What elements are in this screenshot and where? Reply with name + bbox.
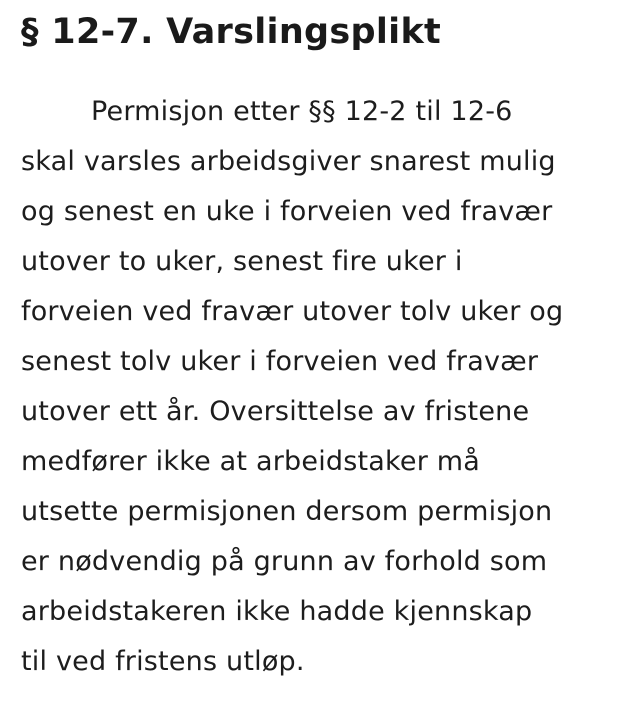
paragraph-line: senest tolv uker i forveien ved fravær <box>21 346 539 377</box>
paragraph-line: medfører ikke at arbeidstaker må <box>21 446 481 477</box>
paragraph-line: og senest en uke i forveien ved fravær <box>21 196 553 227</box>
paragraph-line: Permisjon etter §§ 12-2 til 12-6 <box>91 96 513 127</box>
paragraph-line: arbeidstakeren ikke hadde kjennskap <box>21 596 533 627</box>
paragraph-line: til ved fristens utløp. <box>21 646 305 677</box>
paragraph-line: utover to uker, senest fire uker i <box>21 246 463 277</box>
paragraph-line: er nødvendig på grunn av forhold som <box>21 546 548 577</box>
section-heading: § 12-7. Varslingsplikt <box>21 12 442 52</box>
paragraph-line: utover ett år. Oversittelse av fristene <box>21 396 530 427</box>
paragraph-line: utsette permisjonen dersom permisjon <box>21 496 553 527</box>
section-paragraph <box>21 87 622 687</box>
paragraph-line: forveien ved fravær utover tolv uker og <box>21 296 564 327</box>
paragraph-line: skal varsles arbeidsgiver snarest mulig <box>21 146 556 177</box>
